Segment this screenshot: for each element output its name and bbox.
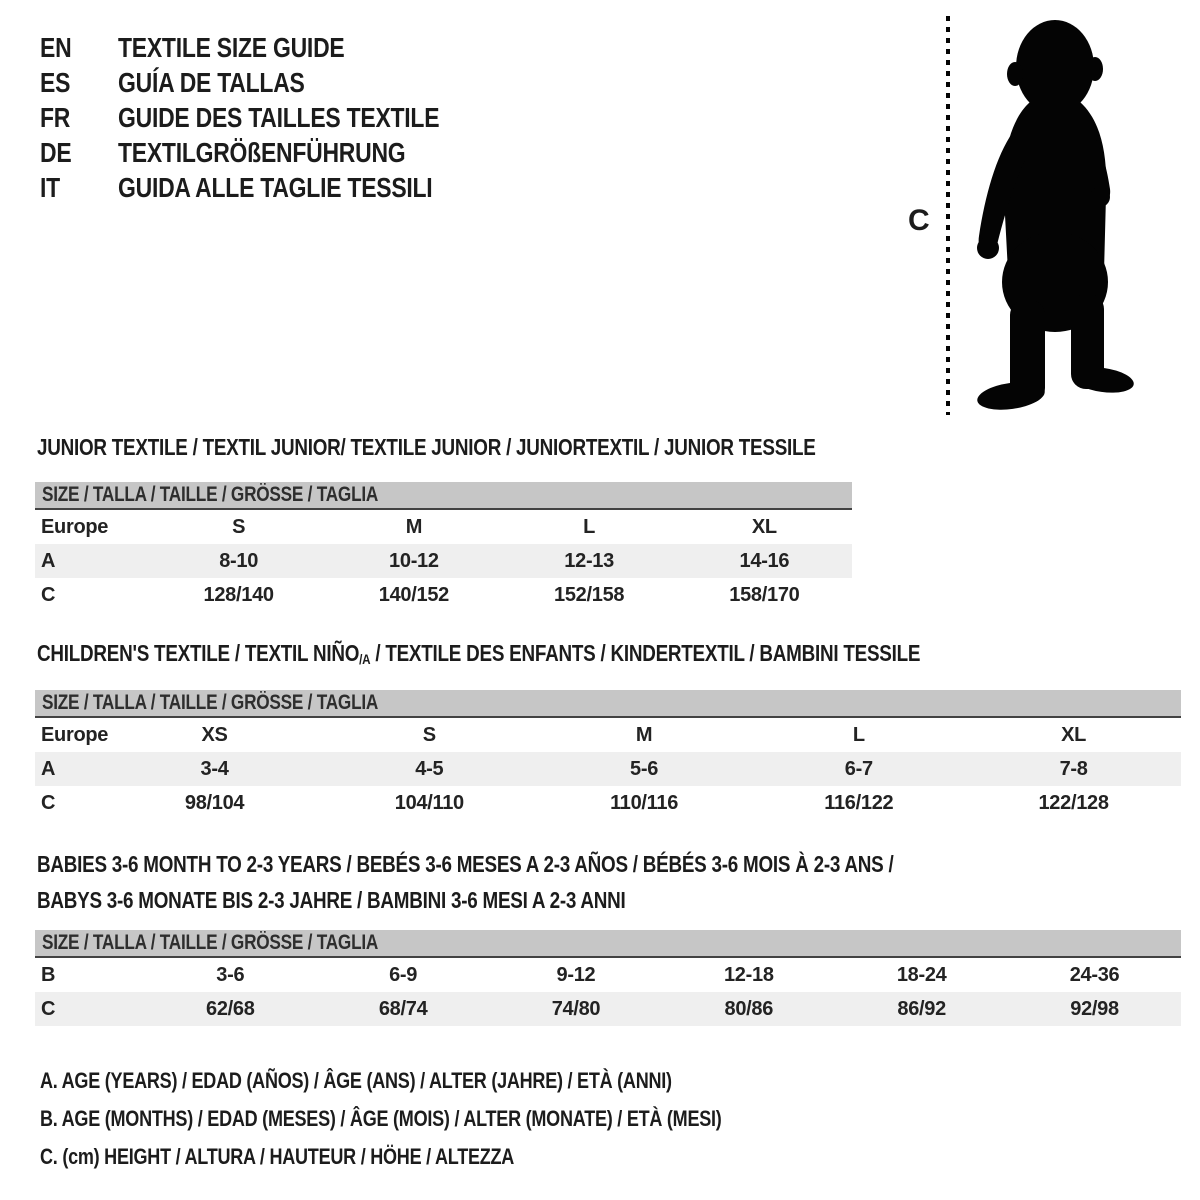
size-header-bar — [35, 930, 1181, 958]
language-row-it — [40, 170, 510, 205]
language-row-en — [40, 30, 510, 65]
baby-silhouette-icon — [966, 20, 1140, 416]
row-label-cell: C — [41, 997, 56, 1020]
value-cell: M — [405, 515, 423, 538]
value-cell: 92/98 — [1070, 997, 1119, 1020]
footnote-a — [40, 1062, 871, 1100]
value-cell: 14-16 — [739, 549, 790, 572]
language-title: GUIDE DES TAILLES TEXTILE — [118, 102, 440, 133]
babies-heading-line1 — [35, 846, 1181, 882]
value-cell: 10-12 — [389, 549, 439, 572]
height-measure-label: C — [908, 204, 930, 237]
childrens-textile-section — [35, 640, 1181, 820]
language-title: TEXTILGRÖßENFÜHRUNG — [118, 137, 406, 168]
language-row-fr — [40, 100, 510, 135]
row-label-cell: A — [41, 757, 56, 780]
row-label-cell: Europe — [41, 515, 109, 538]
value-cell: 18-24 — [896, 963, 947, 986]
footnote-text: B. AGE (MONTHS) / EDAD (MESES) / ÂGE (MOIS) / ALTER (MONATE) / ETÀ (MESI) — [40, 1106, 722, 1131]
height-dotted-line — [946, 16, 950, 415]
value-cell: 6-9 — [389, 963, 418, 986]
value-cell: 7-8 — [1059, 757, 1088, 780]
footnote-text: C. (cm) HEIGHT / ALTURA / HAUTEUR / HÖHE / ALTEZZA — [40, 1144, 515, 1169]
table-row — [35, 510, 852, 544]
heading-text: BABYS 3-6 MONATE BIS 2-3 JAHRE / BAMBINI 3-6 MESI A 2-3 ANNI — [37, 887, 626, 913]
language-row-de — [40, 135, 510, 170]
row-label-cell: C — [41, 791, 56, 814]
value-cell: 80/86 — [724, 997, 774, 1020]
heading-text — [37, 640, 920, 673]
language-title: TEXTILE SIZE GUIDE — [118, 32, 345, 63]
babies-heading-line2 — [35, 882, 1181, 918]
value-cell: L — [583, 515, 596, 538]
value-cell: 122/128 — [1038, 791, 1109, 814]
value-cell: 158/170 — [729, 583, 800, 606]
value-cell: 152/158 — [554, 583, 625, 606]
babies-size-table — [35, 958, 1181, 1026]
language-title: GUÍA DE TALLAS — [118, 67, 305, 98]
childrens-size-table — [35, 718, 1181, 820]
heading-text: BABIES 3-6 MONTH TO 2-3 YEARS / BEBÉS 3-6 MESES A 2-3 AÑOS / BÉBÉS 3-6 MOIS À 2-3 ANS / — [37, 851, 894, 877]
footnote-legend — [40, 1062, 871, 1176]
value-cell: 128/140 — [203, 583, 274, 606]
value-cell: 3-6 — [216, 963, 245, 986]
row-label-cell: Europe — [41, 723, 109, 746]
value-cell: 24-36 — [1069, 963, 1120, 986]
size-header-text: SIZE / TALLA / TAILLE / GRÖSSE / TAGLIA — [42, 691, 379, 714]
table-row — [35, 992, 1181, 1026]
value-cell: 6-7 — [844, 757, 873, 780]
value-cell: 9-12 — [556, 963, 596, 986]
size-header-text: SIZE / TALLA / TAILLE / GRÖSSE / TAGLIA — [42, 483, 379, 506]
junior-size-table — [35, 510, 852, 612]
value-cell: XL — [1061, 723, 1087, 746]
heading-prefix: CHILDREN'S TEXTILE / TEXTIL NIÑO — [37, 640, 360, 666]
language-code: DE — [40, 137, 72, 168]
table-row — [35, 544, 852, 578]
heading-text: JUNIOR TEXTILE / TEXTIL JUNIOR/ TEXTILE JUNIOR / JUNIORTEXTIL / JUNIOR TESSILE — [37, 434, 816, 460]
value-cell: M — [635, 723, 653, 746]
value-cell: S — [232, 515, 246, 538]
value-cell: 98/104 — [184, 791, 245, 814]
value-cell: 68/74 — [378, 997, 428, 1020]
heading-suffix: / TEXTILE DES ENFANTS / KINDERTEXTIL / BAMBINI TESSILE — [370, 640, 921, 666]
row-label-cell: C — [41, 583, 56, 606]
value-cell: 8-10 — [219, 549, 259, 572]
value-cell: 110/116 — [610, 791, 679, 814]
value-cell: 12-18 — [723, 963, 774, 986]
heading-subscript: /A — [359, 652, 371, 668]
babies-textile-section — [35, 846, 1181, 1026]
value-cell: XL — [751, 515, 777, 538]
childrens-textile-heading — [35, 640, 1181, 666]
table-row — [35, 578, 852, 612]
value-cell: 74/80 — [551, 997, 601, 1020]
table-row — [35, 958, 1181, 992]
language-code: EN — [40, 32, 72, 63]
language-title-list — [40, 30, 510, 205]
value-cell: XS — [201, 723, 228, 746]
value-cell: S — [422, 723, 436, 746]
size-header-bar — [35, 482, 852, 510]
value-cell: 5-6 — [630, 757, 659, 780]
value-cell: 4-5 — [415, 757, 444, 780]
size-header-bar — [35, 690, 1181, 718]
table-row — [35, 786, 1181, 820]
value-cell: 12-13 — [564, 549, 614, 572]
language-title: GUIDA ALLE TAGLIE TESSILI — [118, 172, 433, 203]
value-cell: 104/110 — [394, 791, 464, 814]
junior-textile-section — [35, 434, 852, 612]
language-code: FR — [40, 102, 71, 133]
value-cell: 62/68 — [206, 997, 255, 1020]
value-cell: 86/92 — [897, 997, 946, 1020]
size-header-text: SIZE / TALLA / TAILLE / GRÖSSE / TAGLIA — [42, 931, 379, 954]
footnote-b — [40, 1100, 871, 1138]
footnote-c — [40, 1138, 871, 1176]
language-row-es — [40, 65, 510, 100]
value-cell: L — [852, 723, 865, 746]
footnote-text: A. AGE (YEARS) / EDAD (AÑOS) / ÂGE (ANS) / ALTER (JAHRE) / ETÀ (ANNI) — [40, 1068, 672, 1093]
language-code: ES — [40, 67, 71, 98]
junior-textile-heading — [35, 434, 852, 460]
value-cell: 116/122 — [824, 791, 894, 814]
value-cell: 3-4 — [200, 757, 229, 780]
table-row — [35, 752, 1181, 786]
row-label-cell: B — [41, 963, 56, 986]
row-label-cell: A — [41, 549, 56, 572]
language-code: IT — [40, 172, 60, 203]
value-cell: 140/152 — [378, 583, 449, 606]
table-row — [35, 718, 1181, 752]
